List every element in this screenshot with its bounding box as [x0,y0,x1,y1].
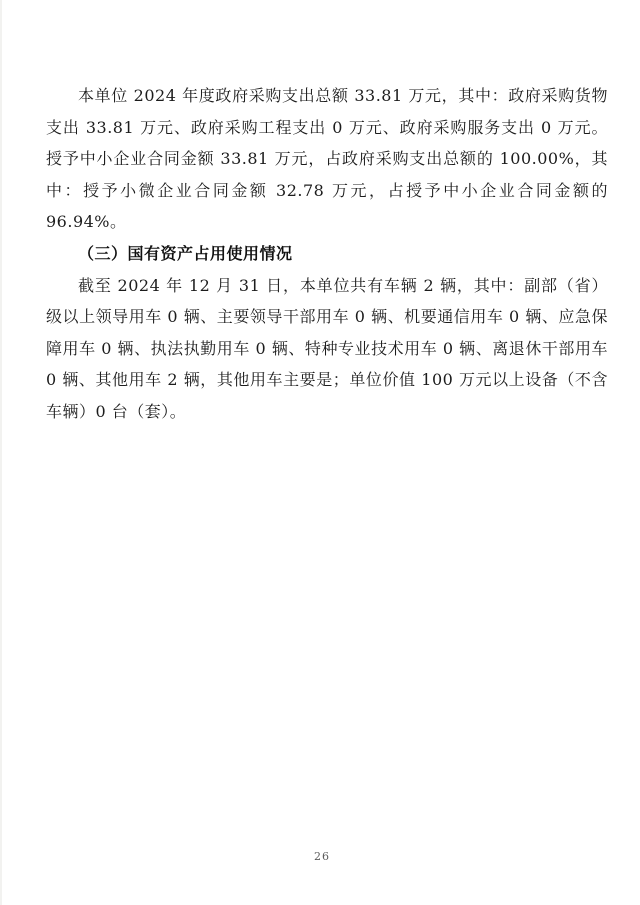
paragraph-government-procurement: 本单位 2024 年度政府采购支出总额 33.81 万元，其中：政府采购货物支出 33.81 万元、政府采购工程支出 0 万元、政府采购服务支出 0 万元。授予中小企业合同金额 33.81 万元，占政府采购支出总额的 100.00%，其中：授予小微企业合同金额 32.78 万元，占授予中小企业合同金额的 96.94%。 [46,86,608,232]
document-content [46,80,608,428]
paragraph-state-assets-usage: 截至 2024 年 12 月 31 日，本单位共有车辆 2 辆，其中：副部（省）级以上领导用车 0 辆、主要领导干部用车 0 辆、机要通信用车 0 辆、应急保障用车 0 辆、执法执勤用车 0 辆、特种专业技术用车 0 辆、离退休干部用车 0 辆、其他用车 2 辆，其他用车主要是；单位价值 100 万元以上设备（不含车辆）0 台（套）。 [46,275,608,421]
section-heading-state-assets: （三）国有资产占用使用情况 [78,243,293,263]
page-number: 26 [314,850,330,863]
